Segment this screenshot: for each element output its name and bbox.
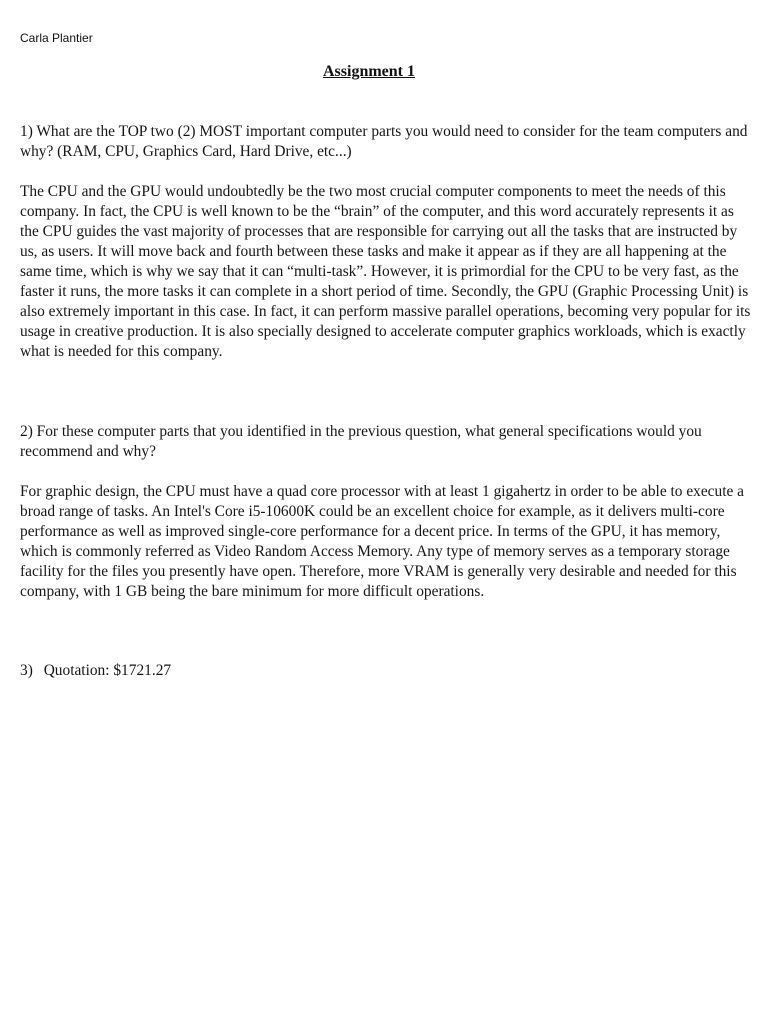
question-2: 2) For these computer parts that you identified in the previous question, what general specifications would you recommend and why? bbox=[20, 423, 702, 460]
answer-1: The CPU and the GPU would undoubtedly be the two most crucial computer components to meet the needs of this company. In fact, the CPU is well known to be the “brain” of the computer, and this word accurately represents it as the CPU guides the vast majority of processes that are responsible for carrying out all the tasks that are instructed by us, as users. It will move back and fourth between these tasks and make it appear as if they are all happening at the same time, which is why we say that it can “multi-task”. However, it is primordial for the CPU to be very fast, as the faster it runs, the more tasks it can complete in a short period of time. Secondly, the GPU (Graphic Processing Unit) is also extremely important in this case. In fact, it can perform massive parallel operations, becoming very popular for its usage in creative production. It is also specially designed to accelerate computer graphics workloads, which is exactly what is needed for this company. bbox=[20, 183, 751, 360]
author-name: Carla Plantier bbox=[20, 31, 93, 45]
quotation-text: Quotation: $1721.27 bbox=[43, 662, 172, 679]
question-1: 1) What are the TOP two (2) MOST important computer parts you would need to consider for the team computers and why? (RAM, CPU, Graphics Card, Hard Drive, etc...) bbox=[20, 123, 748, 160]
document-title: Assignment 1 bbox=[322, 63, 415, 80]
answer-2: For graphic design, the CPU must have a quad core processor with at least 1 gigahertz in order to be able to execute a broad range of tasks. An Intel's Core i5-10600K could be an excellent choice for example, as it delivers multi-core performance as well as improved single-core performance for a decent price. In terms of the GPU, it has memory, which is commonly referred as Video Random Access Memory. Any type of memory serves as a temporary storage facility for the files you presently have open. Therefore, more VRAM is generally very desirable and needed for this company, with 1 GB being the bare minimum for more difficult operations. bbox=[20, 483, 744, 600]
question-3 bbox=[20, 661, 752, 681]
question-3-number: 3) bbox=[20, 662, 33, 679]
